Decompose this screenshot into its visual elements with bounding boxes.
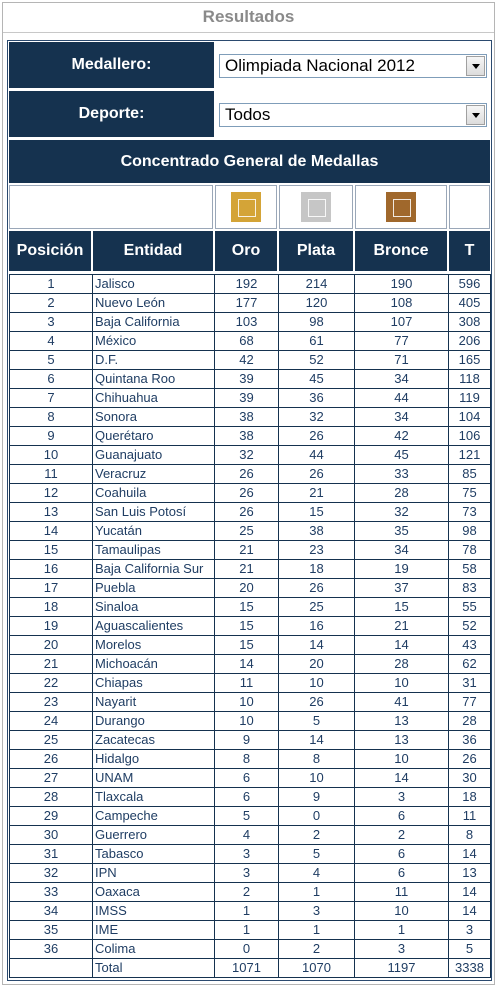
cell-total: 36 (449, 731, 491, 750)
cell-total: 75 (449, 484, 491, 503)
cell-bronce: 34 (355, 408, 449, 427)
cell-plata: 4 (279, 864, 355, 883)
bronze-medal-icon (386, 192, 416, 222)
cell-oro: 38 (215, 408, 279, 427)
cell-bronce: 28 (355, 484, 449, 503)
cell-plata: 38 (279, 522, 355, 541)
cell-bronce: 77 (355, 332, 449, 351)
cell-total: 26 (449, 750, 491, 769)
cell-oro: 26 (215, 465, 279, 484)
cell-plata: 5 (279, 845, 355, 864)
cell-oro: 3 (215, 845, 279, 864)
cell-total: 308 (449, 313, 491, 332)
cell-oro: 1 (215, 902, 279, 921)
cell-plata: 1 (279, 921, 355, 940)
cell-entidad: Sinaloa (93, 598, 215, 617)
cell-oro: 32 (215, 446, 279, 465)
cell-posicion: 21 (9, 655, 93, 674)
cell-plata: 2 (279, 826, 355, 845)
cell-oro: 2 (215, 883, 279, 902)
cell-oro: 192 (215, 274, 279, 294)
cell-bronce: 71 (355, 351, 449, 370)
cell-bronce: 10 (355, 902, 449, 921)
cell-bronce: 37 (355, 579, 449, 598)
cell-total: 119 (449, 389, 491, 408)
total-posicion (9, 959, 93, 978)
table-row (9, 731, 491, 750)
table-row (9, 826, 491, 845)
cell-total: 52 (449, 617, 491, 636)
gold-medal-icon (231, 192, 261, 222)
cell-entidad: San Luis Potosí (93, 503, 215, 522)
cell-plata: 32 (279, 408, 355, 427)
cell-total: 11 (449, 807, 491, 826)
cell-plata: 1 (279, 883, 355, 902)
header-posicion: Posición (9, 231, 91, 271)
cell-total: 596 (449, 274, 491, 294)
cell-total: 78 (449, 541, 491, 560)
cell-posicion: 24 (9, 712, 93, 731)
cell-bronce: 10 (355, 750, 449, 769)
cell-bronce: 21 (355, 617, 449, 636)
cell-total: 206 (449, 332, 491, 351)
cell-posicion: 26 (9, 750, 93, 769)
cell-bronce: 6 (355, 807, 449, 826)
cell-bronce: 41 (355, 693, 449, 712)
cell-oro: 38 (215, 427, 279, 446)
cell-entidad: México (93, 332, 215, 351)
cell-total: 73 (449, 503, 491, 522)
cell-plata: 3 (279, 902, 355, 921)
table-row (9, 693, 491, 712)
cell-plata: 23 (279, 541, 355, 560)
cell-total: 98 (449, 522, 491, 541)
silver-medal-cell (279, 185, 353, 229)
cell-posicion: 25 (9, 731, 93, 750)
table-row (9, 807, 491, 826)
cell-posicion: 31 (9, 845, 93, 864)
cell-total: 31 (449, 674, 491, 693)
cell-plata: 0 (279, 807, 355, 826)
cell-bronce: 1 (355, 921, 449, 940)
cell-total: 14 (449, 845, 491, 864)
cell-bronce: 190 (355, 274, 449, 294)
cell-entidad: IPN (93, 864, 215, 883)
cell-plata: 98 (279, 313, 355, 332)
cell-oro: 15 (215, 617, 279, 636)
header-oro: Oro (215, 231, 277, 271)
cell-posicion: 9 (9, 427, 93, 446)
chevron-down-icon (472, 64, 480, 69)
header-entidad: Entidad (93, 231, 213, 271)
cell-bronce: 34 (355, 370, 449, 389)
cell-entidad: Nayarit (93, 693, 215, 712)
table-row (9, 313, 491, 332)
cell-entidad: Nuevo León (93, 294, 215, 313)
cell-bronce: 44 (355, 389, 449, 408)
cell-plata: 15 (279, 503, 355, 522)
deporte-dropdown-button[interactable] (466, 105, 485, 125)
cell-posicion: 23 (9, 693, 93, 712)
cell-total: 83 (449, 579, 491, 598)
cell-oro: 68 (215, 332, 279, 351)
table-row (9, 522, 491, 541)
gold-medal-cell (215, 185, 277, 229)
cell-entidad: Durango (93, 712, 215, 731)
cell-total: 30 (449, 769, 491, 788)
cell-posicion: 8 (9, 408, 93, 427)
cell-bronce: 3 (355, 940, 449, 959)
cell-total: 3 (449, 921, 491, 940)
cell-total: 28 (449, 712, 491, 731)
table-row (9, 370, 491, 389)
cell-oro: 9 (215, 731, 279, 750)
deporte-row (8, 90, 491, 138)
cell-plata: 14 (279, 731, 355, 750)
cell-posicion: 10 (9, 446, 93, 465)
total-entidad: Total (93, 959, 215, 978)
cell-oro: 11 (215, 674, 279, 693)
deporte-value: Todos (225, 105, 271, 124)
table-row (9, 560, 491, 579)
cell-plata: 20 (279, 655, 355, 674)
cell-total: 121 (449, 446, 491, 465)
cell-posicion: 17 (9, 579, 93, 598)
cell-oro: 21 (215, 560, 279, 579)
cell-total: 77 (449, 693, 491, 712)
cell-posicion: 33 (9, 883, 93, 902)
cell-plata: 2 (279, 940, 355, 959)
cell-oro: 5 (215, 807, 279, 826)
cell-posicion: 32 (9, 864, 93, 883)
cell-entidad: Guerrero (93, 826, 215, 845)
cell-entidad: Morelos (93, 636, 215, 655)
cell-oro: 103 (215, 313, 279, 332)
cell-bronce: 108 (355, 294, 449, 313)
cell-plata: 14 (279, 636, 355, 655)
cell-entidad: Baja California Sur (93, 560, 215, 579)
cell-plata: 120 (279, 294, 355, 313)
cell-posicion: 34 (9, 902, 93, 921)
cell-bronce: 28 (355, 655, 449, 674)
table-row (9, 598, 491, 617)
table-row (9, 655, 491, 674)
cell-plata: 45 (279, 370, 355, 389)
cell-entidad: Colima (93, 940, 215, 959)
medallero-select[interactable] (219, 54, 487, 78)
cell-total: 43 (449, 636, 491, 655)
header-total: T (449, 231, 490, 271)
cell-posicion: 29 (9, 807, 93, 826)
deporte-select[interactable] (219, 103, 487, 127)
cell-entidad: Querétaro (93, 427, 215, 446)
table-row (9, 332, 491, 351)
table-row (9, 750, 491, 769)
cell-entidad: D.F. (93, 351, 215, 370)
cell-bronce: 19 (355, 560, 449, 579)
cell-plata: 16 (279, 617, 355, 636)
cell-bronce: 14 (355, 636, 449, 655)
cell-entidad: Guanajuato (93, 446, 215, 465)
table-row (9, 484, 491, 503)
cell-posicion: 28 (9, 788, 93, 807)
medal-icon-row (8, 184, 491, 230)
cell-bronce: 15 (355, 598, 449, 617)
cell-total: 8 (449, 826, 491, 845)
cell-posicion: 30 (9, 826, 93, 845)
cell-oro: 39 (215, 389, 279, 408)
cell-plata: 36 (279, 389, 355, 408)
cell-plata: 26 (279, 427, 355, 446)
cell-posicion: 35 (9, 921, 93, 940)
cell-oro: 15 (215, 598, 279, 617)
cell-bronce: 107 (355, 313, 449, 332)
table-row (9, 408, 491, 427)
medallero-label: Medallero: (9, 42, 214, 88)
cell-total: 18 (449, 788, 491, 807)
cell-posicion: 19 (9, 617, 93, 636)
cell-entidad: Puebla (93, 579, 215, 598)
cell-posicion: 22 (9, 674, 93, 693)
table-row (9, 541, 491, 560)
cell-plata: 25 (279, 598, 355, 617)
cell-plata: 44 (279, 446, 355, 465)
chevron-down-icon (472, 113, 480, 118)
table-row (9, 294, 491, 313)
silver-medal-icon (301, 192, 331, 222)
cell-plata: 26 (279, 465, 355, 484)
cell-entidad: Tlaxcala (93, 788, 215, 807)
cell-bronce: 6 (355, 845, 449, 864)
cell-entidad: Tabasco (93, 845, 215, 864)
cell-oro: 4 (215, 826, 279, 845)
cell-total: 13 (449, 864, 491, 883)
cell-posicion: 15 (9, 541, 93, 560)
table-row (9, 427, 491, 446)
table-row (9, 845, 491, 864)
medallero-dropdown-button[interactable] (466, 56, 485, 76)
table-row (9, 674, 491, 693)
table-row (9, 274, 491, 294)
cell-oro: 39 (215, 370, 279, 389)
table-row (9, 769, 491, 788)
table-header (8, 230, 491, 272)
medal-table (9, 274, 491, 978)
cell-entidad: Aguascalientes (93, 617, 215, 636)
table-row (9, 503, 491, 522)
cell-total: 55 (449, 598, 491, 617)
cell-oro: 42 (215, 351, 279, 370)
cell-oro: 10 (215, 712, 279, 731)
cell-entidad: Hidalgo (93, 750, 215, 769)
cell-posicion: 6 (9, 370, 93, 389)
cell-entidad: IME (93, 921, 215, 940)
cell-oro: 177 (215, 294, 279, 313)
cell-posicion: 3 (9, 313, 93, 332)
table-row (9, 465, 491, 484)
cell-posicion: 1 (9, 274, 93, 294)
cell-oro: 26 (215, 484, 279, 503)
bronze-medal-cell (355, 185, 447, 229)
cell-entidad: Baja California (93, 313, 215, 332)
cell-oro: 8 (215, 750, 279, 769)
cell-oro: 20 (215, 579, 279, 598)
cell-bronce: 42 (355, 427, 449, 446)
table-row (9, 940, 491, 959)
cell-oro: 25 (215, 522, 279, 541)
cell-entidad: Campeche (93, 807, 215, 826)
cell-bronce: 6 (355, 864, 449, 883)
cell-entidad: Michoacán (93, 655, 215, 674)
cell-oro: 6 (215, 769, 279, 788)
table-row (9, 902, 491, 921)
cell-oro: 21 (215, 541, 279, 560)
cell-oro: 15 (215, 636, 279, 655)
cell-entidad: Yucatán (93, 522, 215, 541)
cell-total: 14 (449, 883, 491, 902)
cell-bronce: 10 (355, 674, 449, 693)
cell-bronce: 34 (355, 541, 449, 560)
cell-total: 405 (449, 294, 491, 313)
cell-plata: 10 (279, 674, 355, 693)
cell-plata: 52 (279, 351, 355, 370)
cell-posicion: 7 (9, 389, 93, 408)
cell-bronce: 45 (355, 446, 449, 465)
cell-entidad: Oaxaca (93, 883, 215, 902)
total-oro: 1071 (215, 959, 279, 978)
cell-total: 14 (449, 902, 491, 921)
deporte-cell (215, 91, 490, 137)
cell-bronce: 33 (355, 465, 449, 484)
header-bronce: Bronce (355, 231, 447, 271)
cell-posicion: 11 (9, 465, 93, 484)
cell-plata: 5 (279, 712, 355, 731)
cell-posicion: 27 (9, 769, 93, 788)
cell-plata: 214 (279, 274, 355, 294)
table-row (9, 351, 491, 370)
table-row (9, 389, 491, 408)
table-row (9, 712, 491, 731)
cell-oro: 26 (215, 503, 279, 522)
table-row (9, 788, 491, 807)
cell-posicion: 12 (9, 484, 93, 503)
cell-entidad: Tamaulipas (93, 541, 215, 560)
cell-total: 118 (449, 370, 491, 389)
cell-oro: 6 (215, 788, 279, 807)
cell-total: 85 (449, 465, 491, 484)
cell-total: 62 (449, 655, 491, 674)
cell-posicion: 20 (9, 636, 93, 655)
medallero-value: Olimpiada Nacional 2012 (225, 56, 415, 75)
cell-bronce: 35 (355, 522, 449, 541)
cell-posicion: 2 (9, 294, 93, 313)
cell-entidad: Zacatecas (93, 731, 215, 750)
cell-bronce: 13 (355, 712, 449, 731)
table-row (9, 921, 491, 940)
cell-entidad: UNAM (93, 769, 215, 788)
table-row (9, 579, 491, 598)
cell-bronce: 13 (355, 731, 449, 750)
cell-total: 104 (449, 408, 491, 427)
panel-title: Resultados (3, 3, 494, 33)
cell-total: 5 (449, 940, 491, 959)
cell-entidad: Veracruz (93, 465, 215, 484)
medal-summary-banner: Concentrado General de Medallas (9, 140, 490, 183)
cell-plata: 10 (279, 769, 355, 788)
cell-entidad: Coahuila (93, 484, 215, 503)
cell-entidad: IMSS (93, 902, 215, 921)
medal-icon-blank (9, 185, 213, 229)
cell-entidad: Chiapas (93, 674, 215, 693)
cell-bronce: 32 (355, 503, 449, 522)
cell-plata: 8 (279, 750, 355, 769)
cell-oro: 14 (215, 655, 279, 674)
total-row (9, 959, 491, 978)
cell-entidad: Chihuahua (93, 389, 215, 408)
cell-posicion: 4 (9, 332, 93, 351)
header-plata: Plata (279, 231, 353, 271)
cell-bronce: 2 (355, 826, 449, 845)
cell-total: 58 (449, 560, 491, 579)
cell-posicion: 5 (9, 351, 93, 370)
cell-entidad: Jalisco (93, 274, 215, 294)
cell-posicion: 14 (9, 522, 93, 541)
medallero-cell (215, 42, 490, 88)
total-medal-cell (449, 185, 490, 229)
cell-bronce: 3 (355, 788, 449, 807)
cell-plata: 9 (279, 788, 355, 807)
deporte-label: Deporte: (9, 91, 214, 137)
medal-frame (7, 40, 492, 981)
table-row (9, 883, 491, 902)
cell-bronce: 11 (355, 883, 449, 902)
cell-posicion: 13 (9, 503, 93, 522)
cell-posicion: 18 (9, 598, 93, 617)
table-row (9, 617, 491, 636)
cell-plata: 26 (279, 579, 355, 598)
cell-oro: 10 (215, 693, 279, 712)
cell-oro: 1 (215, 921, 279, 940)
total-total: 3338 (449, 959, 491, 978)
cell-plata: 18 (279, 560, 355, 579)
cell-entidad: Sonora (93, 408, 215, 427)
table-row (9, 864, 491, 883)
medallero-row (8, 41, 491, 89)
table-row (9, 636, 491, 655)
cell-total: 165 (449, 351, 491, 370)
results-panel (2, 2, 495, 985)
total-bronce: 1197 (355, 959, 449, 978)
cell-oro: 0 (215, 940, 279, 959)
cell-posicion: 16 (9, 560, 93, 579)
cell-posicion: 36 (9, 940, 93, 959)
cell-oro: 3 (215, 864, 279, 883)
cell-bronce: 14 (355, 769, 449, 788)
cell-plata: 61 (279, 332, 355, 351)
cell-entidad: Quintana Roo (93, 370, 215, 389)
cell-plata: 21 (279, 484, 355, 503)
cell-total: 106 (449, 427, 491, 446)
cell-plata: 26 (279, 693, 355, 712)
total-plata: 1070 (279, 959, 355, 978)
table-row (9, 446, 491, 465)
